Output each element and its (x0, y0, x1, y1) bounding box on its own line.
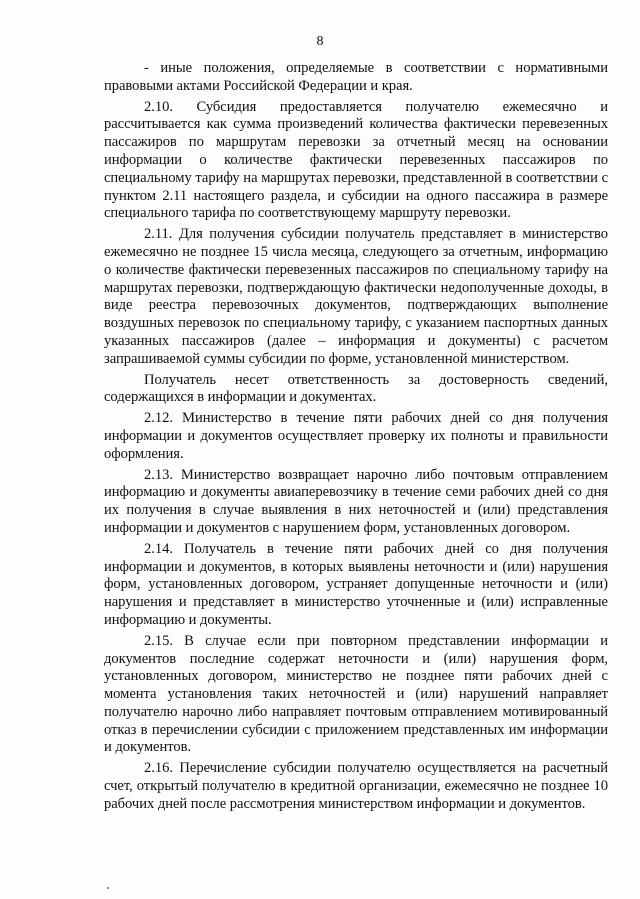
paragraph-2-16: 2.16. Перечисление субсидии получателю осуществляется на расчетный счет, открытый получателю в кредитной организации, ежемесячно не позднее 10 рабочих дней после рассмотрения министерством информации и документов. (104, 760, 608, 812)
scan-speck (107, 887, 109, 889)
paragraph-2-15: 2.15. В случае если при повторном представлении информации и документов последние содержат неточности и (или) нарушения форм, установленных договором, министерство не позднее пяти рабочих дней с момента установления таких неточностей и (или) нарушений направляет получателю нарочно либо направляет почтовым отправлением мотивированный отказ в перечислении субсидии с приложением представленных им информации и документов. (104, 632, 608, 756)
paragraph-2-14: 2.14. Получатель в течение пяти рабочих дней со дня получения информации и документов, в которых выявлены неточности и (или) нарушения форм, установленных договором, устраняет допущенные неточности и (или) нарушения и представляет в министерство уточненные и (или) исправленные информацию и документы. (104, 540, 608, 628)
paragraph-other-provisions: - иные положения, определяемые в соответствии с нормативными правовыми актами Российской Федерации и края. (104, 60, 608, 94)
paragraph-2-13: 2.13. Министерство возвращает нарочно либо почтовым отправлением информацию и документы авиаперевозчику в течение семи рабочих дней со дня их получения в случае выявления в них неточностей и (или) представления информации и документов с нарушением форм, установленных договором. (104, 466, 608, 536)
document-body (104, 60, 608, 814)
paragraph-2-12: 2.12. Министерство в течение пяти рабочих дней со дня получения информации и документов осуществляет проверку их полноты и правильности оформления. (104, 410, 608, 462)
paragraph-2-11: 2.11. Для получения субсидии получатель представляет в министерство ежемесячно не позднее 15 числа месяца, следующего за отчетным, информацию о количестве фактически перевезенных пассажиров по специальному тарифу на маршрутах перевозки, подтверждающую фактически недополученные доходы, в виде реестра перевозочных документов, подтверждающих выполнение воздушных перевозок по специальному тарифу, с указанием паспортных данных указанных пассажиров (далее – информация и документы) с расчетом запрашиваемой суммы субсидии по форме, установленной министерством. (104, 226, 608, 367)
paragraph-responsibility: Получатель несет ответственность за достоверность сведений, содержащихся в информации и документах. (104, 371, 608, 406)
page-number: 8 (316, 34, 324, 49)
paragraph-2-10: 2.10. Субсидия предоставляется получателю ежемесячно и рассчитывается как сумма произведений количества фактически перевезенных пассажиров по маршрутам перевозки за отчетный месяц на основании информации о количестве фактически перевезенных пассажиров по специальному тарифу на маршрутах перевозки, представленной в соответствии с пунктом 2.11 настоящего раздела, и субсидии на одного пассажира в размере специального тарифа по соответствующему маршруту перевозки. (104, 98, 608, 222)
